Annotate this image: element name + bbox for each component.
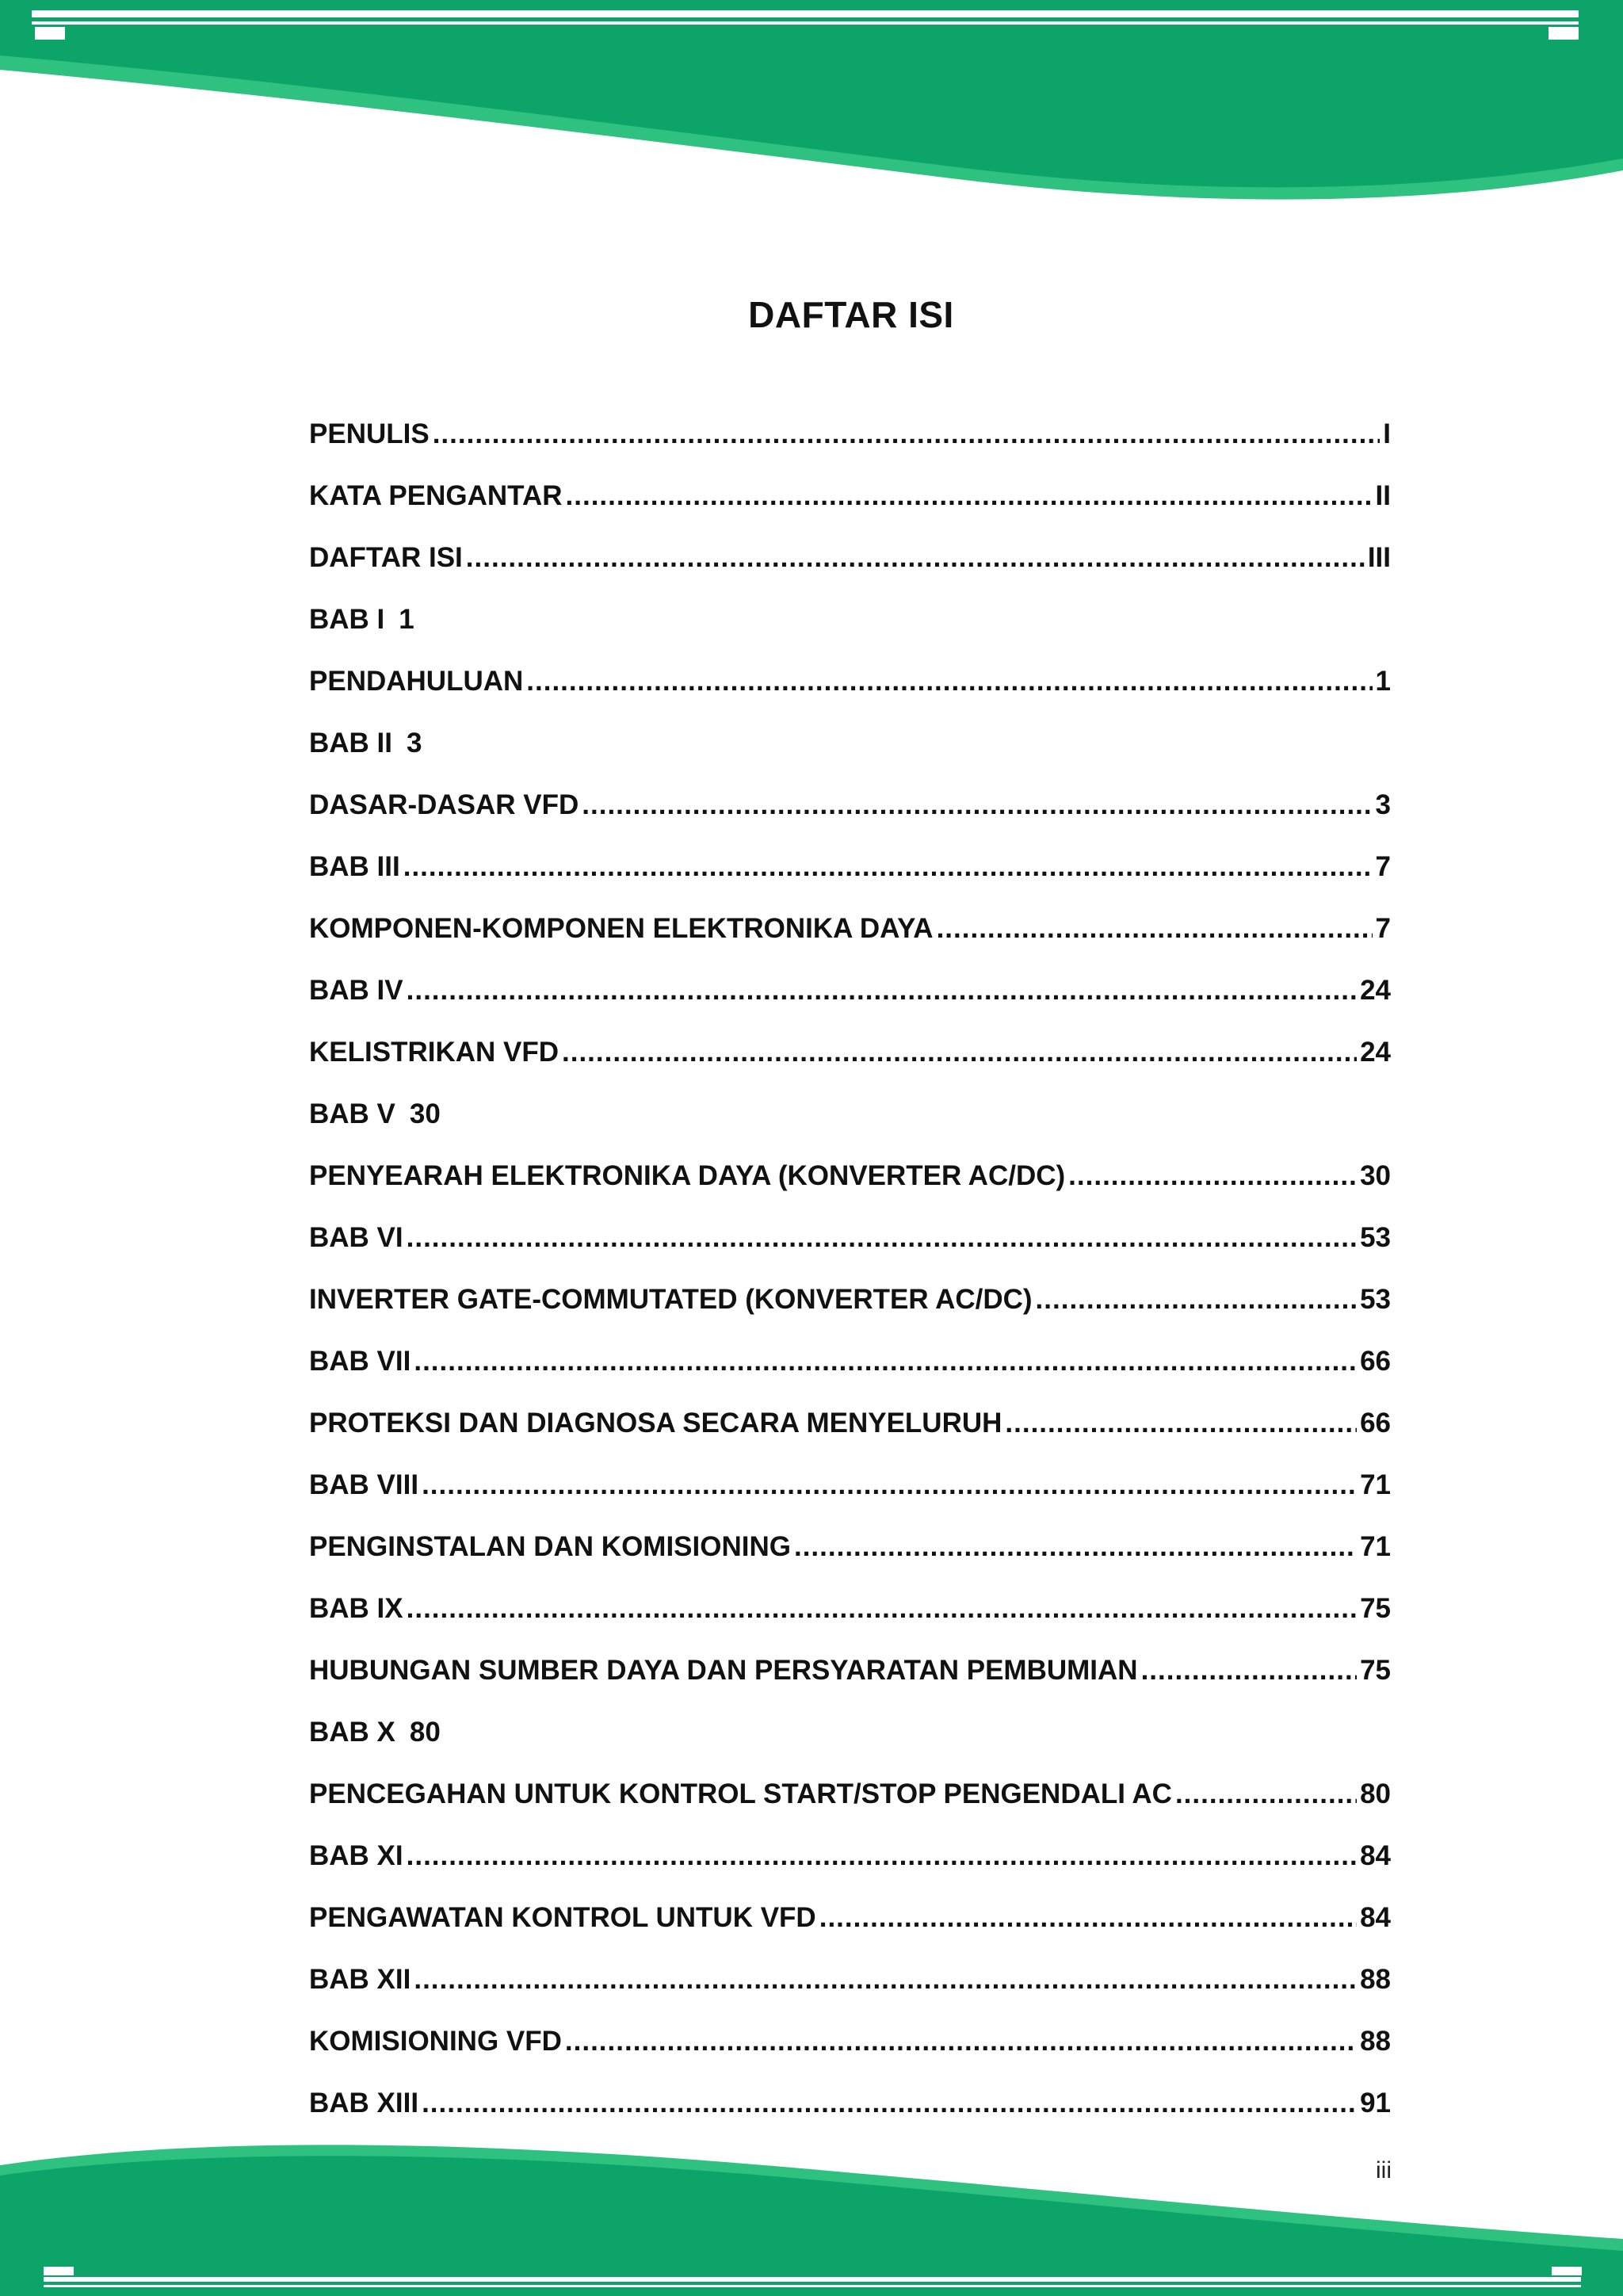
toc-dot-leader [566, 476, 1373, 517]
toc-entry-label: BAB VIII [309, 1469, 419, 1500]
toc-entry-label: DAFTAR ISI [309, 542, 463, 573]
toc-entry-label: HUBUNGAN SUMBER DAYA DAN PERSYARATAN PEMBUMIAN [309, 1655, 1138, 1686]
footer-wave-decoration [0, 2132, 1623, 2296]
toc-entry-page: 75 [1360, 1593, 1391, 1624]
toc-entry [309, 1526, 1391, 1588]
toc-dot-leader [433, 414, 1381, 455]
toc-entry-label: INVERTER GATE-COMMUTATED (KONVERTER AC/DC) [309, 1284, 1033, 1315]
footer-stripe [44, 2285, 1581, 2287]
toc-dot-leader [565, 2021, 1357, 2062]
toc-entry-label: BAB XI [309, 1840, 403, 1871]
toc-dot-leader [407, 1217, 1357, 1259]
toc-dot-leader [407, 1836, 1357, 1877]
toc-entry-page: 66 [1360, 1408, 1391, 1438]
toc-entry-page: 66 [1360, 1346, 1391, 1377]
toc-entry-page: 7 [1375, 851, 1391, 882]
toc-dot-leader [403, 846, 1373, 888]
toc-entry-page: III [1367, 542, 1391, 573]
toc-entry-label: DASAR-DASAR VFD [309, 789, 579, 820]
toc-entry-label: BAB XIII [309, 2088, 419, 2118]
toc-entry [309, 1403, 1391, 1465]
toc-entry-page: 1 [1375, 666, 1391, 697]
toc-entry-page: 53 [1360, 1284, 1391, 1315]
toc-dot-leader [422, 2083, 1357, 2124]
toc-entry-label: PENGINSTALAN DAN KOMISIONING [309, 1531, 791, 1562]
toc-entry [309, 1279, 1391, 1341]
toc-entry-page: 88 [1360, 2026, 1391, 2057]
toc-entry-label: BAB IX [309, 1593, 403, 1624]
toc-entry-page: 71 [1360, 1469, 1391, 1500]
toc-entry [309, 2021, 1391, 2083]
toc-entry [309, 1959, 1391, 2021]
toc-dot-leader [466, 537, 1365, 579]
toc-dot-leader [526, 661, 1372, 702]
toc-entry-page: 24 [1360, 1037, 1391, 1068]
toc-dot-leader [937, 908, 1373, 949]
toc-dot-leader [582, 785, 1372, 826]
toc-entry-label: PENDAHULUAN [309, 666, 524, 697]
toc-entry-label: BAB V [309, 1098, 395, 1129]
toc-entry [309, 1836, 1391, 1897]
toc-entry [309, 1156, 1391, 1217]
toc-entry-page: 24 [1360, 975, 1391, 1006]
toc-entry [309, 414, 1391, 476]
toc-dot-leader [407, 1588, 1357, 1629]
toc-dot-leader [1068, 1156, 1357, 1197]
toc-entry [309, 1712, 1391, 1774]
toc-dot-leader [1036, 1279, 1358, 1320]
toc-entry-label: PENYEARAH ELEKTRONIKA DAYA (KONVERTER AC/DC) [309, 1160, 1066, 1191]
toc-entry-page: 75 [1360, 1655, 1391, 1686]
toc-entry [309, 1032, 1391, 1094]
toc-entry [309, 1094, 1391, 1156]
toc-entry-page: 53 [1360, 1222, 1391, 1253]
toc-entry [309, 661, 1391, 723]
toc-entry [309, 1897, 1391, 1959]
toc-entry [309, 476, 1391, 537]
toc-entry-page: 80 [409, 1717, 441, 1748]
page-number: iii [1376, 2157, 1392, 2183]
toc-entry [309, 1217, 1391, 1279]
toc-entry-label: BAB I [309, 604, 385, 635]
header-stripe [32, 10, 1579, 17]
footer-stripe [44, 2277, 1581, 2282]
footer-tab-right [1552, 2267, 1582, 2275]
toc-entry-page: 71 [1360, 1531, 1391, 1562]
header-wave-decoration [0, 0, 1623, 214]
toc-entry-label: KOMPONEN-KOMPONEN ELEKTRONIKA DAYA [309, 913, 934, 944]
toc-entry [309, 1588, 1391, 1650]
toc-entry-page: 91 [1360, 2088, 1391, 2118]
toc-entry-page: 3 [1375, 789, 1391, 820]
toc-dot-leader [819, 1897, 1357, 1939]
toc-entry [309, 1774, 1391, 1836]
toc-dot-leader [407, 970, 1357, 1011]
toc-entry-page: 88 [1360, 1964, 1391, 1995]
toc-entry-page: 80 [1360, 1778, 1391, 1809]
toc-entry [309, 1465, 1391, 1526]
toc-entry-label: PENCEGAHAN UNTUK KONTROL START/STOP PENGENDALI AC [309, 1778, 1172, 1809]
toc-entry-label: BAB IV [309, 975, 403, 1006]
toc-entry [309, 908, 1391, 970]
toc-entry-label: KELISTRIKAN VFD [309, 1037, 559, 1068]
toc-entry [309, 1341, 1391, 1403]
toc-entry-page: 1 [399, 604, 414, 635]
toc-entry-label: BAB XII [309, 1964, 411, 1995]
toc-entry [309, 1650, 1391, 1712]
toc-entry-label: PROTEKSI DAN DIAGNOSA SECARA MENYELURUH [309, 1408, 1002, 1438]
toc-entry-label: BAB III [309, 851, 400, 882]
toc-dot-leader [562, 1032, 1357, 1073]
toc-dot-leader [1175, 1774, 1357, 1815]
toc-dot-leader [1141, 1650, 1358, 1691]
toc-entry-page: 84 [1360, 1840, 1391, 1871]
header-tab-left [35, 27, 65, 40]
toc-entry [309, 723, 1391, 785]
toc-entry [309, 785, 1391, 846]
toc-entry-page: 7 [1375, 913, 1391, 944]
header-tab-right [1549, 27, 1579, 40]
toc-entry-label: BAB X [309, 1717, 395, 1748]
toc-dot-leader [422, 1465, 1357, 1506]
table-of-contents [309, 414, 1391, 2145]
footer-tab-left [44, 2267, 74, 2275]
toc-entry-label: KOMISIONING VFD [309, 2026, 562, 2057]
toc-dot-leader [414, 1959, 1357, 2000]
toc-entry-label: KATA PENGANTAR [309, 480, 563, 511]
toc-entry-label: BAB II [309, 728, 392, 758]
toc-entry [309, 537, 1391, 599]
toc-entry-label: PENGAWATAN KONTROL UNTUK VFD [309, 1902, 816, 1933]
toc-entry-page: 30 [409, 1098, 441, 1129]
toc-entry-page: II [1375, 480, 1391, 511]
toc-entry-page: 3 [407, 728, 422, 758]
toc-entry-page: I [1383, 418, 1391, 449]
toc-entry-label: BAB VII [309, 1346, 411, 1377]
toc-entry [309, 970, 1391, 1032]
toc-entry [309, 846, 1391, 908]
toc-dot-leader [414, 1341, 1357, 1382]
page-title: DAFTAR ISI [748, 294, 954, 335]
toc-dot-leader [1005, 1403, 1357, 1444]
toc-dot-leader [794, 1526, 1357, 1568]
toc-entry-label: BAB VI [309, 1222, 403, 1253]
toc-entry-page: 84 [1360, 1902, 1391, 1933]
toc-entry-label: PENULIS [309, 418, 430, 449]
header-stripe [32, 21, 1579, 25]
toc-entry [309, 599, 1391, 661]
toc-entry-page: 30 [1360, 1160, 1391, 1191]
